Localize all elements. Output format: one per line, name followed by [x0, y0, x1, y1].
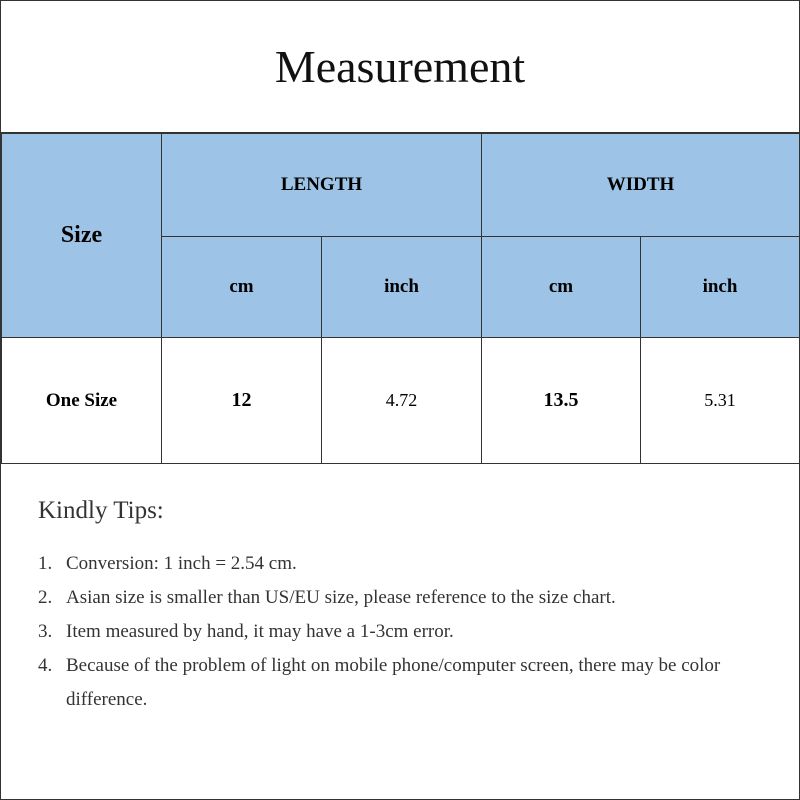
- tips-list: [38, 547, 778, 717]
- page-title: Measurement: [1, 1, 799, 133]
- table-header-row: [2, 134, 800, 237]
- size-header: Size: [2, 134, 162, 338]
- table-row: [2, 338, 800, 464]
- tip-text: Conversion: 1 inch = 2.54 cm.: [66, 553, 297, 574]
- size-cell: One Size: [2, 338, 162, 464]
- width-inch-cell: 5.31: [641, 338, 800, 464]
- length-inch-header: inch: [322, 237, 482, 338]
- length-cm-header: cm: [162, 237, 322, 338]
- tip-item: [38, 615, 778, 649]
- tip-text: Asian size is smaller than US/EU size, please reference to the size chart.: [66, 587, 616, 608]
- tips-heading: Kindly Tips:: [38, 497, 164, 524]
- tip-number: 3.: [38, 621, 53, 642]
- length-cm-cell: 12: [162, 338, 322, 464]
- tip-number: 1.: [38, 553, 53, 574]
- tip-item: [38, 581, 778, 615]
- tip-item: [38, 547, 778, 581]
- length-inch-cell: 4.72: [322, 338, 482, 464]
- tip-number: 2.: [38, 587, 53, 608]
- tip-text: Item measured by hand, it may have a 1-3cm error.: [66, 621, 454, 642]
- size-table: [1, 133, 800, 464]
- tips-section: [38, 497, 778, 717]
- tip-text: Because of the problem of light on mobile phone/computer screen, there may be color difference.: [66, 655, 721, 710]
- width-inch-header: inch: [641, 237, 800, 338]
- tip-item: [38, 649, 778, 717]
- width-cm-header: cm: [482, 237, 641, 338]
- width-header: WIDTH: [482, 134, 800, 237]
- length-header: LENGTH: [162, 134, 482, 237]
- width-cm-cell: 13.5: [482, 338, 641, 464]
- tip-number: 4.: [38, 655, 53, 676]
